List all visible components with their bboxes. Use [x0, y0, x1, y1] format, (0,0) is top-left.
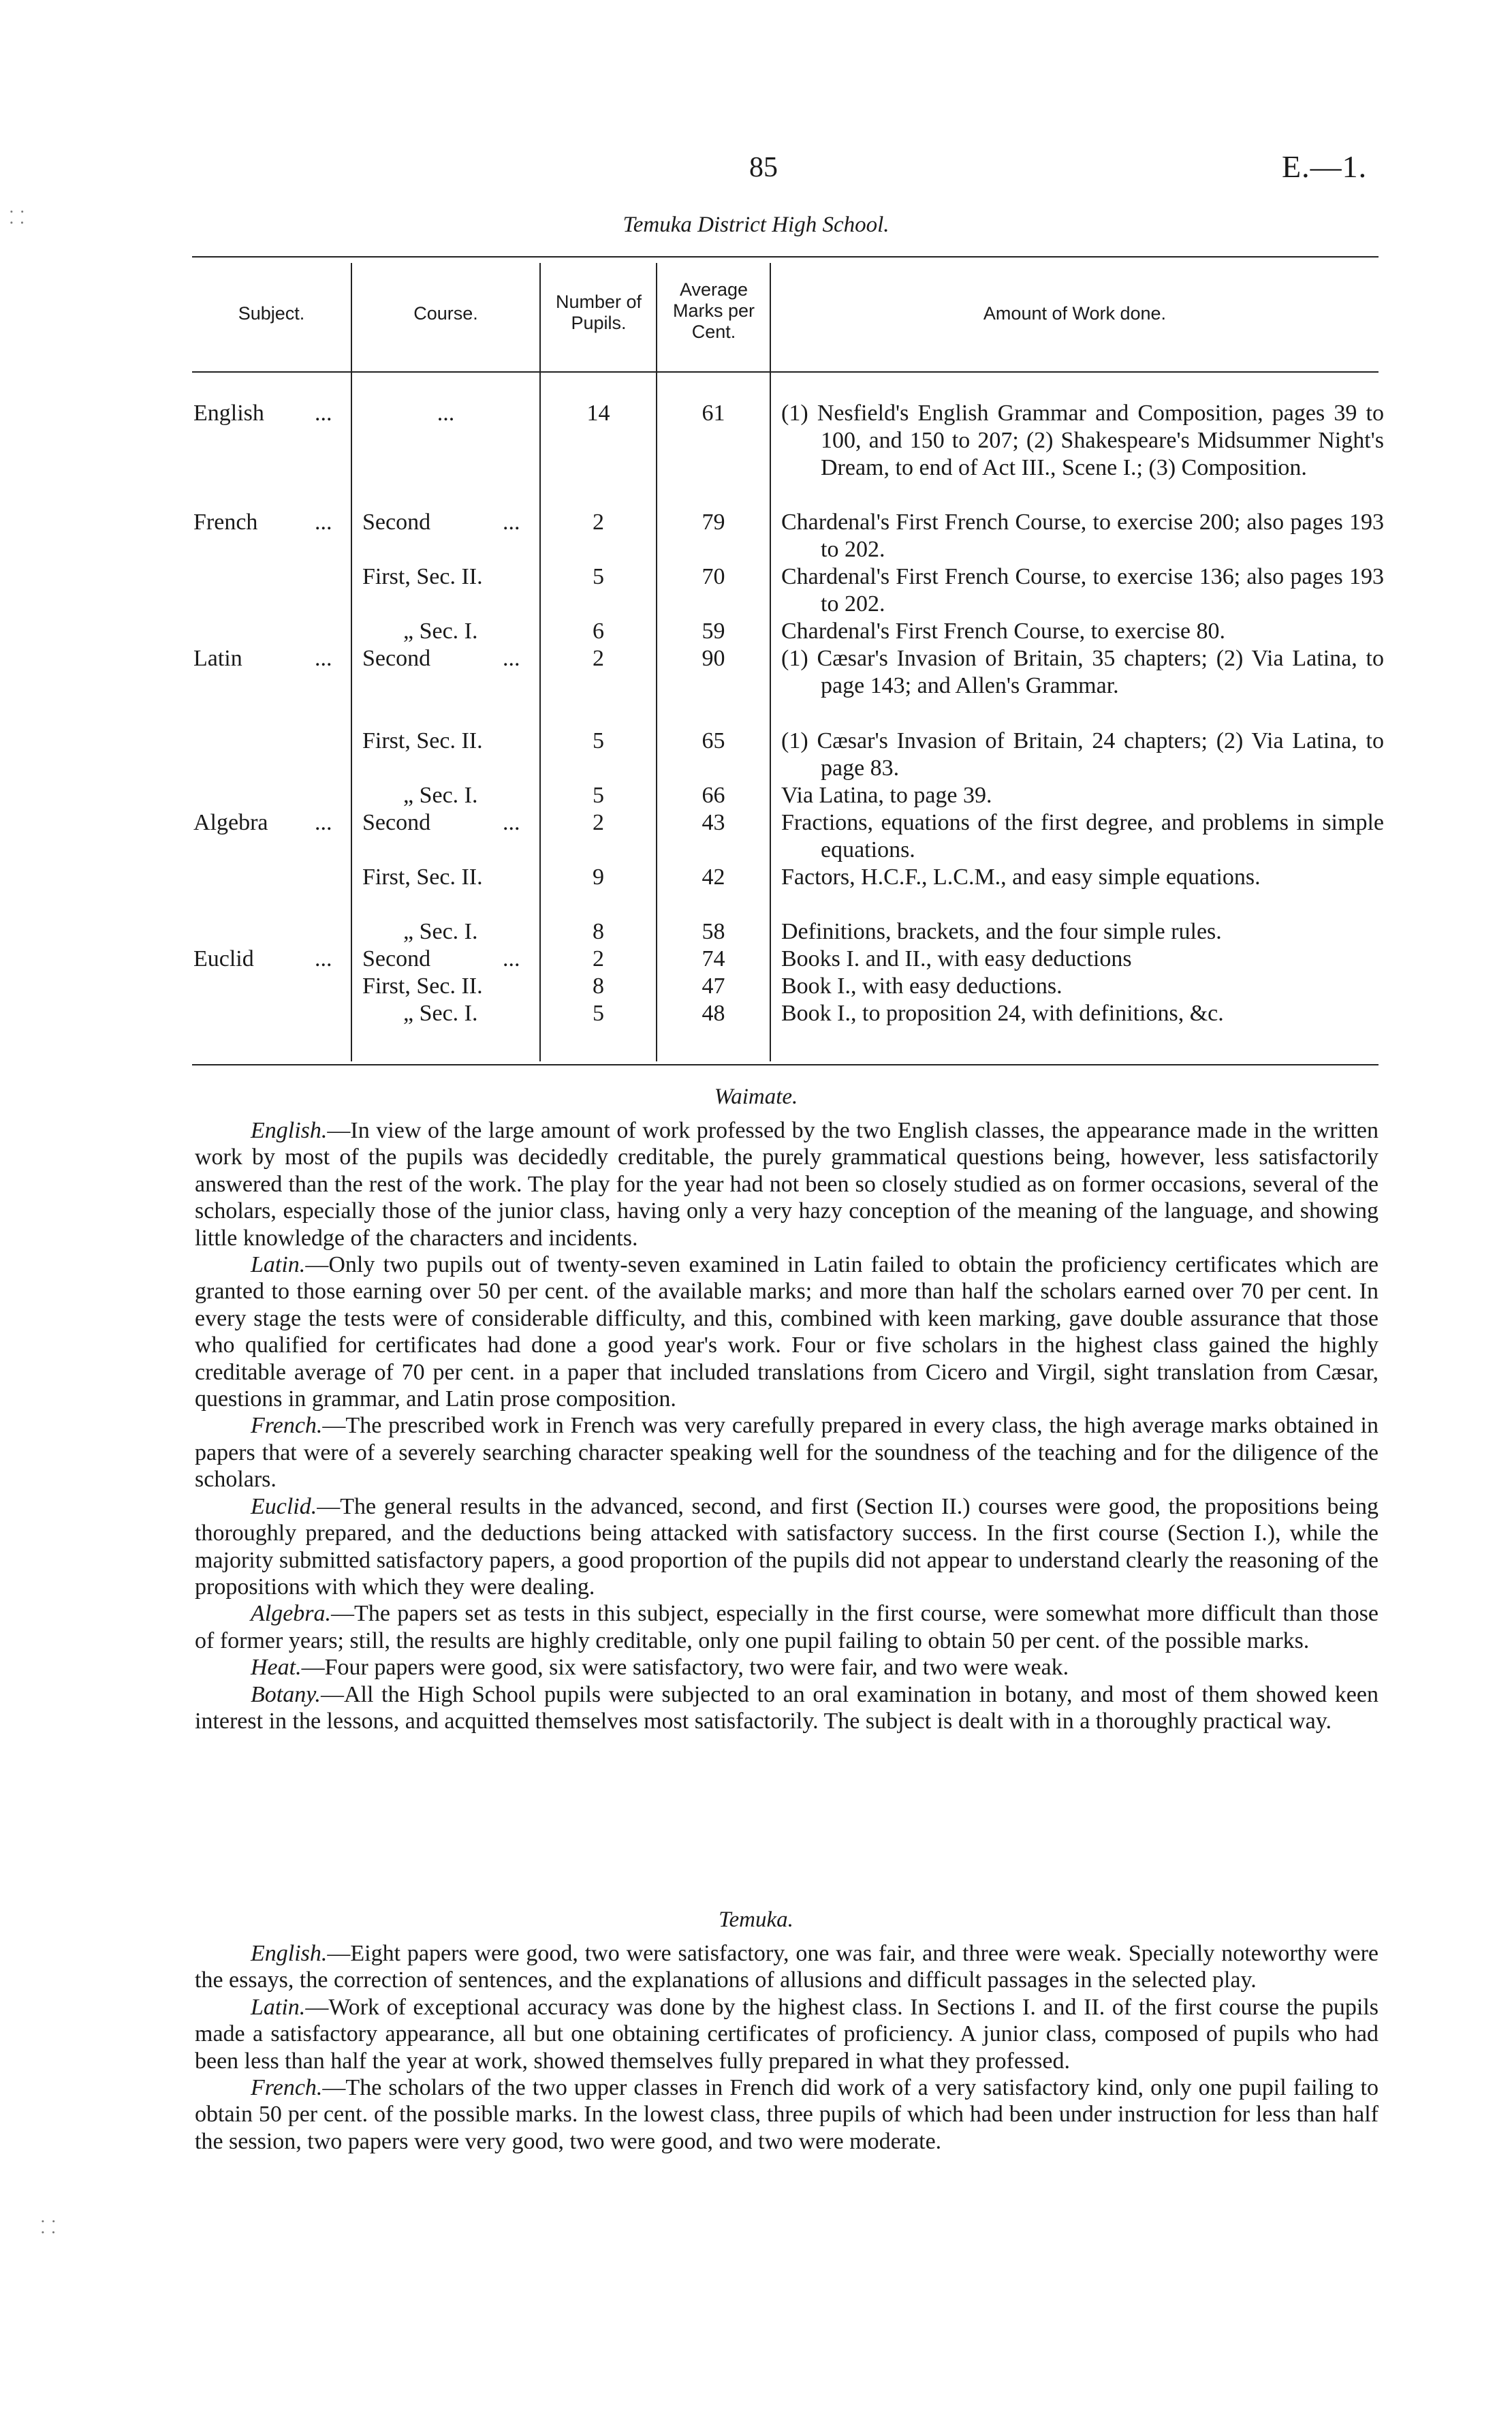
table-cell-course-dots: ... — [503, 810, 520, 835]
table-cell-course-dots: ... — [503, 946, 520, 971]
table-cell-work — [781, 809, 1384, 864]
work-text: Factors, H.C.F., L.C.M., and easy simple equations. — [781, 864, 1261, 890]
work-text: Book I., with easy deductions. — [781, 973, 1062, 999]
table-cell-course: Second — [362, 810, 431, 835]
table-cell-marks: 42 — [702, 864, 725, 890]
paragraph — [195, 1412, 1379, 1493]
table-cell-work — [781, 618, 1384, 645]
paragraph-label: French. — [251, 1413, 323, 1439]
work-text: Book I., to proposition 24, with definitions, &c. — [781, 1001, 1224, 1026]
column-divider — [351, 263, 352, 1061]
work-text: Books I. and II., with easy deductions — [781, 946, 1132, 971]
table-cell-pupils: 9 — [593, 864, 604, 890]
table-cell-course: First, Sec. II. — [362, 564, 483, 589]
table-cell-pupils: 2 — [593, 946, 604, 971]
table-cell-dots: ... — [315, 510, 332, 535]
paragraph — [195, 1654, 1379, 1681]
table-cell-course: „ Sec. I. — [403, 619, 478, 644]
table-cell-pupils: 8 — [593, 919, 604, 944]
series-code: E.—1. — [1282, 149, 1368, 184]
table-cell-course: „ Sec. I. — [403, 1001, 478, 1026]
table-cell-course: „ Sec. I. — [403, 919, 478, 944]
paragraph-label: Botany. — [251, 1681, 321, 1707]
table-title: Temuka District High School. — [623, 213, 889, 237]
table-cell-marks: 61 — [702, 401, 725, 426]
table-cell-marks: 70 — [702, 564, 725, 589]
paragraph-label: French. — [251, 2075, 323, 2101]
paragraph — [195, 1940, 1379, 1994]
table-cell-pupils: 2 — [593, 810, 604, 835]
work-text: Via Latina, to page 39. — [781, 783, 992, 808]
table-cell-marks: 47 — [702, 973, 725, 999]
table-cell-work — [781, 645, 1384, 700]
table-cell-marks: 90 — [702, 646, 725, 671]
table-cell-subject: Algebra — [193, 810, 268, 835]
scan-speck: ⸬ — [41, 2217, 56, 2237]
table-cell-work — [781, 1000, 1384, 1027]
temuka-report — [195, 1940, 1379, 2155]
table-cell-course-dots: ... — [503, 510, 520, 535]
scan-speck: ⸬ — [10, 208, 25, 228]
table-cell-pupils: 5 — [593, 1001, 604, 1026]
column-header-subject: Subject. — [238, 303, 305, 324]
work-text: Fractions, equations of the first degree, and problems in simple equations. — [781, 810, 1384, 862]
paragraph-text: —Four papers were good, six were satisfactory, two were fair, and two were weak. — [301, 1655, 1069, 1681]
paragraph-text: —Eight papers were good, two were satisfactory, one was fair, and three were weak. Specially noteworthy were the essays, the correction of sentences, and the explanations of allusions and difficult passages in the selected play. — [195, 1941, 1379, 1993]
table-bottom-rule — [192, 1064, 1379, 1065]
table-cell-marks: 74 — [702, 946, 725, 971]
paragraph — [195, 1600, 1379, 1654]
table-cell-subject: Latin — [193, 646, 242, 671]
paragraph-text: —The prescribed work in French was very carefully prepared in every class, the high average marks obtained in papers that were of a severely searching character speaking well for the soundness of the teaching and for the diligence of the scholars. — [195, 1413, 1379, 1493]
table-cell-pupils: 5 — [593, 728, 604, 753]
column-header-marks: Average Marks per Cent. — [672, 279, 755, 342]
table-cell-marks: 65 — [702, 728, 725, 753]
table-cell-pupils: 5 — [593, 783, 604, 808]
table-cell-course: Second — [362, 510, 431, 535]
page-number: 85 — [749, 152, 778, 183]
paragraph-label: Latin. — [251, 1252, 306, 1278]
table-cell-course: Second — [362, 646, 431, 671]
paragraph-label: Euclid. — [251, 1493, 317, 1519]
table-cell-marks: 79 — [702, 510, 725, 535]
table-cell-dots: ... — [315, 810, 332, 835]
paragraph — [195, 1117, 1379, 1251]
paragraph — [195, 1994, 1379, 2074]
work-text: Chardenal's First French Course, to exercise 200; also pages 193 to 202. — [781, 510, 1384, 562]
table-cell-subject: English — [193, 401, 264, 426]
table-cell-pupils: 8 — [593, 973, 604, 999]
section-heading-waimate: Waimate. — [714, 1085, 798, 1109]
table-cell-work — [781, 509, 1384, 563]
paragraph-text: —In view of the large amount of work professed by the two English classes, the appearance made in the written work by most of the pupils was decidedly creditable, the purely grammatical questions being, however, less satisfactorily answered than the rest of the work. The play for the year had not been so closely studied as on former occasions, several of the scholars, especially those of the junior class, having only a very hazy conception of the meaning of the language, and showing little knowledge of the characters and incidents. — [195, 1118, 1379, 1251]
table-cell-course: First, Sec. II. — [362, 973, 483, 999]
work-text: (1) Cæsar's Invasion of Britain, 35 chapters; (2) Via Latina, to page 143; and Allen's Grammar. — [781, 646, 1384, 698]
work-text: (1) Nesfield's English Grammar and Composition, pages 39 to 100, and 150 to 207; (2) Shakespeare's Midsummer Night's Dream, to end of Act III., Scene I.; (3) Composition. — [781, 401, 1384, 480]
paragraph-label: English. — [251, 1118, 328, 1143]
table-cell-course: „ Sec. I. — [403, 783, 478, 808]
table-cell-course: ... — [437, 401, 455, 426]
section-heading-temuka: Temuka. — [719, 1907, 793, 1932]
paragraph-label: English. — [251, 1941, 328, 1966]
table-cell-work — [781, 918, 1384, 946]
table-cell-pupils: 6 — [593, 619, 604, 644]
table-cell-marks: 58 — [702, 919, 725, 944]
work-text: Chardenal's First French Course, to exercise 136; also pages 193 to 202. — [781, 564, 1384, 617]
table-cell-marks: 59 — [702, 619, 725, 644]
table-cell-subject: Euclid — [193, 946, 254, 971]
paragraph-label: Algebra. — [251, 1601, 332, 1627]
table-cell-pupils: 2 — [593, 646, 604, 671]
column-divider — [770, 263, 771, 1061]
column-header-pupils: Number of Pupils. — [555, 292, 642, 333]
table-cell-course: Second — [362, 946, 431, 971]
table-top-rule — [192, 256, 1379, 258]
column-header-work: Amount of Work done. — [983, 303, 1167, 324]
table-cell-pupils: 2 — [593, 510, 604, 535]
column-header-course: Course. — [413, 303, 478, 324]
work-text: Definitions, brackets, and the four simple rules. — [781, 919, 1222, 944]
paragraph — [195, 1251, 1379, 1412]
paragraph-text: —Only two pupils out of twenty-seven examined in Latin failed to obtain the proficiency certificates which are granted to those earning over 50 per cent. of the available marks; and more than half the scholars earned over 70 per cent. In every stage the tests were of considerable difficulty, and this, combined with keen marking, gave double assurance that those who qualified for certificates had done a good year's work. Four or five scholars in the highest class gained the highly creditable average of 70 per cent. in a paper that included translations from Cicero and Virgil, sight translation from Cæsar, questions in grammar, and Latin prose composition. — [195, 1252, 1379, 1412]
paragraph-label: Latin. — [251, 1994, 306, 2020]
work-text: Chardenal's First French Course, to exercise 80. — [781, 619, 1225, 644]
table-cell-dots: ... — [315, 646, 332, 671]
table-cell-marks: 48 — [702, 1001, 725, 1026]
table-cell-work — [781, 864, 1384, 891]
table-cell-subject: French — [193, 510, 258, 535]
paragraph-label: Heat. — [251, 1655, 302, 1681]
table-cell-work — [781, 973, 1384, 1000]
paragraph — [195, 1493, 1379, 1601]
table-cell-pupils: 5 — [593, 564, 604, 589]
paragraph-text: —Work of exceptional accuracy was done by the highest class. In Sections I. and II. of the first course the pupils made a satisfactory appearance, all but one obtaining certificates of proficiency. A junior class, composed of pupils who had been less than half the year at work, showed themselves fully prepared in what they professed. — [195, 1994, 1379, 2074]
table-cell-marks: 43 — [702, 810, 725, 835]
work-text: (1) Cæsar's Invasion of Britain, 24 chapters; (2) Via Latina, to page 83. — [781, 728, 1384, 781]
paragraph — [195, 1681, 1379, 1735]
table-cell-course: First, Sec. II. — [362, 728, 483, 753]
table-cell-dots: ... — [315, 401, 332, 426]
table-cell-marks: 66 — [702, 783, 725, 808]
paragraph — [195, 2074, 1379, 2155]
table-cell-course: First, Sec. II. — [362, 864, 483, 890]
table-cell-work — [781, 782, 1384, 809]
header-bottom-rule — [192, 371, 1379, 373]
table-cell-dots: ... — [315, 946, 332, 971]
table-cell-course-dots: ... — [503, 646, 520, 671]
table-cell-work — [781, 728, 1384, 782]
paragraph-text: —All the High School pupils were subjected to an oral examination in botany, and most of them showed keen interest in the lessons, and acquitted themselves most satisfactorily. The subject is dealt with in a thoroughly practical way. — [195, 1681, 1379, 1734]
table-cell-work — [781, 563, 1384, 618]
table-cell-work — [781, 946, 1384, 973]
table-cell-work — [781, 400, 1384, 482]
paragraph-text: —The scholars of the two upper classes in French did work of a very satisfactory kind, only one pupil failing to obtain 50 per cent. of the possible marks. In the lowest class, three pupils of which had been under instruction for less than half the session, two papers were very good, two were good, and two were moderate. — [195, 2075, 1379, 2154]
table-cell-pupils: 14 — [586, 401, 610, 426]
paragraph-text: —The papers set as tests in this subject, especially in the first course, were somewhat more difficult than those of former years; still, the results are highly creditable, only one pupil failing to obtain 50 per cent. of the possible marks. — [195, 1601, 1379, 1653]
paragraph-text: —The general results in the advanced, second, and first (Section II.) courses were good, the propositions being thoroughly prepared, and the deductions being attacked with satisfactory success. In the first course (Section I.), while the majority submitted satisfactory papers, a good proportion of the pupils did not appear to understand clearly the reasoning of the propositions with which they were dealing. — [195, 1493, 1379, 1600]
waimate-report — [195, 1117, 1379, 1734]
